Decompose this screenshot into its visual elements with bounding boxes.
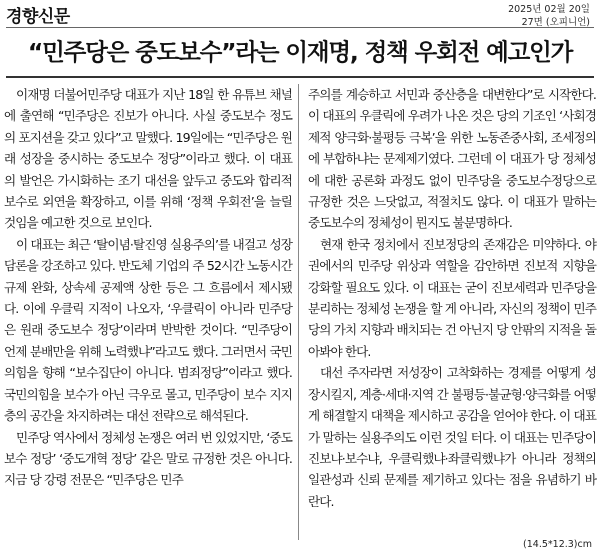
newspaper-masthead: 경향신문 [6,7,70,27]
article-column-left [4,84,292,491]
column-divider [298,84,299,540]
article-column-right [308,84,596,512]
top-rule [6,27,594,28]
publication-date: 2025년 02월 20일 [508,4,590,15]
article-paragraph: 현재 한국 정치에서 진보정당의 존재감은 미약하다. 야권에서의 민주당 위상과 역할을 감안하면 진보적 지향을 강화할 필요도 있다. 이 대표는 굳이 진보세력과 민주당을 분리하는 정체성 논쟁을 할 게 아니라, 자신의 정책이 민주당의 가치 지향과 배치되는 건 아닌지 당 안팎의 지적을 돌아봐야 한다. [308,236,596,359]
article-paragraph: 주의를 계승하고 서민과 중산층을 대변한다”로 시작한다. 이 대표의 우클릭에 우려가 나온 것은 당의 기조인 ‘사회경제적 양극화·불평등 극복’을 위한 노동존중사회, 조세정의에 부합하냐는 문제제기였다. 그런데 이 대표가 당 정체성에 대한 공론화 과정도 없이 민주당을 중도보수정당으로 규정한 것은 느닷없고, 적절치도 않다. 이 대표가 말하는 중도보수의 정체성이 뭔지도 불분명하다. [308,87,596,231]
clipping-size-note: (14.5*12.3)cm [523,539,592,550]
article-paragraph: 이 대표는 최근 ‘탈이념·탈진영 실용주의’를 내걸고 성장 담론을 강조하고 있다. 반도체 기업의 주 52시간 노동시간 규제 완화, 상속세 공제액 상한 등은 그 흐름에서 제시됐다. 이에 우클릭 지적이 나오자, ‘우클릭이 아니라 민주당은 원래 중도보수 정당’이라며 반박한 것이다. “민주당이 언제 분배만을 위해 노력했냐”라고도 했다. 그러면서 국민의힘을 향해 “보수집단이 아니다. 범죄정당”이라고 했다. 국민의힘을 보수가 아닌 극우로 몰고, 민주당이 보수 지지층의 공간을 차지하려는 대선 전략으로 해석된다. [4,236,292,424]
dateline [508,3,590,29]
page-section: 27면 (오피니언) [521,17,590,28]
article-paragraph: 대선 주자라면 저성장이 고착화하는 경제를 어떻게 성장시킬지, 계층·세대·지역 간 불평등·불균형·양극화를 어떻게 해결할지 대책을 제시하고 공감을 얻어야 한다. 이 대표가 말하는 실용주의도 이런 것일 터다. 이 대표는 민주당이 진보냐·보수냐, 우클릭했냐·좌클릭했냐가 아니라 정책의 일관성과 신뢰 문제를 제기하고 있다는 점을 유념하기 바란다. [308,365,596,509]
article-paragraph: 민주당 역사에서 정체성 논쟁은 여러 번 있었지만, ‘중도보수 정당’ ‘중도개혁 정당’ 같은 말로 규정한 것은 아니다. 지금 당 강령 전문은 “민주당은 민주 [4,429,292,488]
article-paragraph: 이재명 더불어민주당 대표가 지난 18일 한 유튜브 채널에 출연해 “민주당은 진보가 아니다. 사실 중도보수 정도의 포지션을 갖고 있다”고 말했다. 19일에는 “민주당은 원래 성장을 중시하는 중도보수 정당”이라고 했다. 이 대표의 발언은 가시화하는 조기 대선을 앞두고 중도와 합리적 보수로 외연을 확장하고, 이를 위해 ‘정책 우회전’을 늘릴 것임을 예고한 것으로 보인다. [4,87,292,231]
headline-rule [6,76,594,78]
article-headline: “민주당은 중도보수”라는 이재명, 정책 우회전 예고인가 [27,38,573,66]
